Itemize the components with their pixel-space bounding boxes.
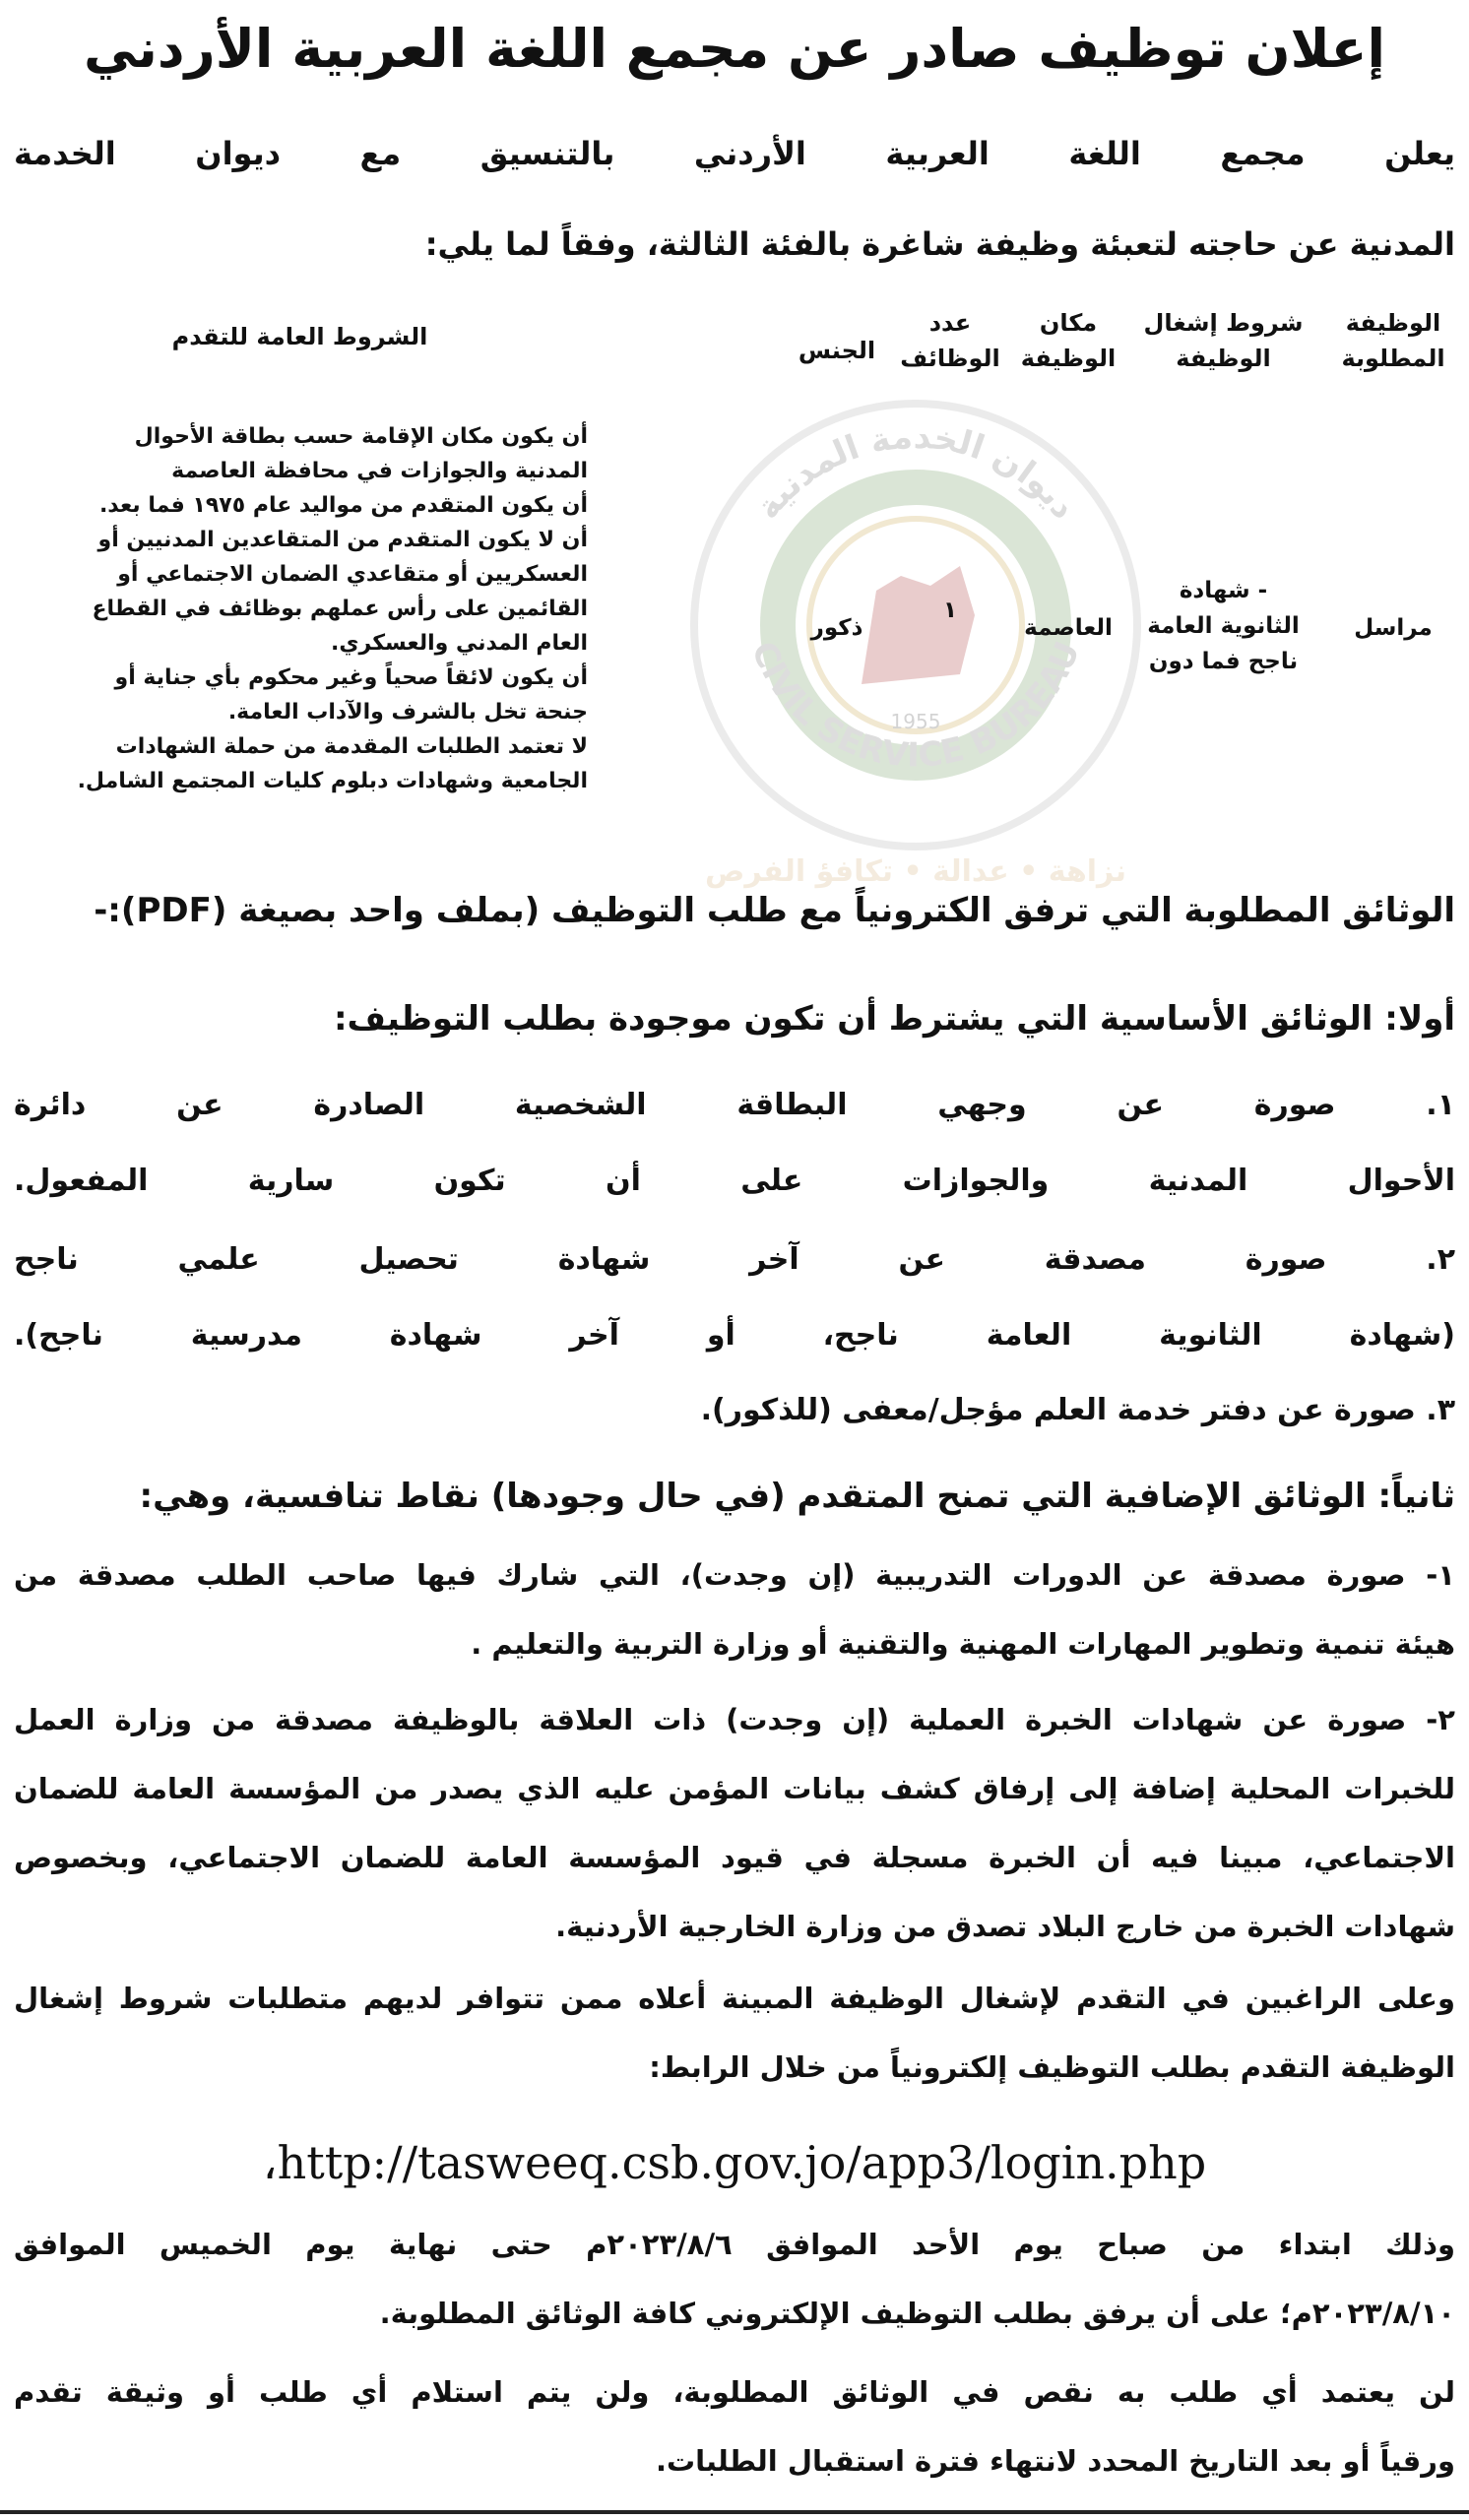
header-count: عدد الوظائف <box>900 309 1000 372</box>
condition-line: أن لا يكون المتقدم من المتقاعدين المدنيين أو <box>97 528 588 552</box>
condition-line: القائمين على رأس عملهم بوظائف في القطاع <box>92 597 588 621</box>
application-dates <box>14 2210 1455 2348</box>
condition-line: لا تعتمد الطلبات المقدمة من حملة الشهادات <box>115 734 588 759</box>
intro-line: المدنية عن حاجته لتعبئة وظيفة شاغرة بالفئة الثالثة، وفقاً لما يلي: <box>424 225 1455 263</box>
bottom-divider <box>0 2510 1469 2514</box>
final-line: ورقياً أو بعد التاريخ المحدد لانتهاء فترة استقبال الطلبات. <box>655 2444 1455 2478</box>
cell-job: مراسل <box>1354 615 1433 641</box>
seal-english-ring-text: CIVIL SERVICE BUREAU <box>742 636 1089 776</box>
cell-location: العاصمة <box>1024 615 1113 641</box>
second-section-heading: ثانياً: الوثائق الإضافية التي تمنح المتقدم (في حال وجودها) نقاط تنافسية، وهي: <box>139 1477 1455 1516</box>
first-item-line: ٢. صورة مصدقة عن آخر شهادة تحصيل علمي ناجح <box>14 1242 1455 1277</box>
seal-motto: نزاهة • عدالة • تكافؤ الفرص <box>705 854 1126 889</box>
announcement-title: إعلان توظيف صادر عن مجمع اللغة العربية الأردني <box>83 18 1386 80</box>
second-item-1-line: ١- صورة مصدقة عن الدورات التدريبية (إن وجدت)، التي شارك فيها صاحب الطلب مصدقة من <box>14 1558 1455 1592</box>
final-note <box>14 2358 1455 2495</box>
first-item-line: الأحوال المدنية والجوازات على أن تكون سارية المفعول. <box>14 1164 1455 1198</box>
condition-line: المدنية والجوازات في محافظة العاصمة <box>171 459 588 483</box>
apply-line: الوظيفة التقدم بطلب التوظيف إلكترونياً من خلال الرابط: <box>649 2050 1455 2084</box>
condition-line: أن يكون المتقدم من مواليد عام ١٩٧٥ فما بعد. <box>98 493 588 518</box>
condition-line: العام المدني والعسكري. <box>331 631 588 656</box>
cell-gender: ذكور <box>810 615 863 641</box>
second-item-2-line: الاجتماعي، مبينا فيه أن الخبرة مسجلة في قيود المؤسسة العامة للضمان الاجتماعي، وبخصوص <box>14 1841 1455 1874</box>
apply-instructions <box>14 1964 1455 2102</box>
second-item-2-line: للخبرات المحلية إضافة إلى إرفاق كشف بيانات المؤمن عليه الذي يصدر من المؤسسة العامة للضمان <box>14 1772 1455 1805</box>
second-item-2 <box>14 1685 1455 1961</box>
condition-line: أن يكون لائقاً صحياً وغير محكوم بأي جناية أو <box>114 665 588 690</box>
first-item-line: (شهادة الثانوية العامة ناجح، أو آخر شهادة مدرسية ناجح). <box>14 1318 1455 1353</box>
first-item-line: ٣. صورة عن دفتر خدمة العلم مؤجل/معفى (للذكور). <box>700 1393 1455 1427</box>
cell-conditions <box>12 419 588 798</box>
seal-arabic-ring-text: ديوان الخدمة المدنية <box>747 416 1084 528</box>
header-gender: الجنس <box>798 337 876 364</box>
second-item-1 <box>14 1541 1455 1678</box>
final-line: لن يعتمد أي طلب به نقص في الوثائق المطلوبة، ولن يتم استلام أي طلب أو وثيقة تقدم <box>14 2375 1455 2409</box>
second-item-2-line: شهادات الخبرة من خارج البلاد تصدق من وزارة الخارجية الأردنية. <box>555 1910 1455 1943</box>
application-link[interactable]: ،http://tasweeq.csb.gov.jo/app3/login.php <box>262 2136 1207 2189</box>
required-documents-heading: الوثائق المطلوبة التي ترفق الكترونياً مع طلب التوظيف (بملف واحد بصيغة (PDF):- <box>94 891 1455 930</box>
seal-year: 1955 <box>890 710 941 733</box>
condition-line: العسكريين أو متقاعدي الضمان الاجتماعي أو <box>117 562 588 587</box>
header-conditions: الشروط العامة للتقدم <box>171 323 428 350</box>
dates-line: وذلك ابتداء من صباح يوم الأحد الموافق ٢٠٢٣/٨/٦م حتى نهاية يوم الخميس الموافق <box>14 2228 1455 2261</box>
header-job: الوظيفة المطلوبة <box>1341 309 1445 372</box>
first-section-heading: أولا: الوثائق الأساسية التي يشترط أن تكون موجودة بطلب التوظيف: <box>333 999 1455 1039</box>
header-location: مكان الوظيفة <box>1020 309 1117 372</box>
intro-line: يعلن مجمع اللغة العربية الأردني بالتنسيق مع ديوان الخدمة <box>14 135 1455 172</box>
apply-line: وعلى الراغبين في التقدم لإشغال الوظيفة المبينة أعلاه ممن تتوافر لديهم متطلبات شروط إشغال <box>14 1982 1455 2015</box>
intro-paragraph <box>14 108 1455 289</box>
first-item-line: ١. صورة عن وجهي البطاقة الشخصية الصادرة عن دائرة <box>14 1088 1455 1122</box>
condition-line: الجامعية وشهادات دبلوم كليات المجتمع الشامل. <box>77 769 588 793</box>
dates-line: ٢٠٢٣/٨/١٠م؛ على أن يرفق بطلب التوظيف الإلكتروني كافة الوثائق المطلوبة. <box>379 2297 1455 2330</box>
job-table <box>12 305 1457 842</box>
header-requirements: شروط إشغال الوظيفة <box>1143 309 1304 372</box>
cell-requirements: - شهادة الثانوية العامة ناجح فما دون <box>1147 578 1300 674</box>
second-item-2-line: ٢- صورة عن شهادات الخبرة العملية (إن وجدت) ذات العلاقة بالوظيفة مصدقة من وزارة العمل <box>14 1703 1455 1736</box>
second-item-1-line: هيئة تنمية وتطوير المهارات المهنية والتقنية أو وزارة التربية والتعليم . <box>471 1627 1455 1661</box>
cell-count: ١ <box>942 598 958 623</box>
condition-line: جنحة تخل بالشرف والآداب العامة. <box>227 700 588 724</box>
condition-line: أن يكون مكان الإقامة حسب بطاقة الأحوال <box>134 424 588 449</box>
